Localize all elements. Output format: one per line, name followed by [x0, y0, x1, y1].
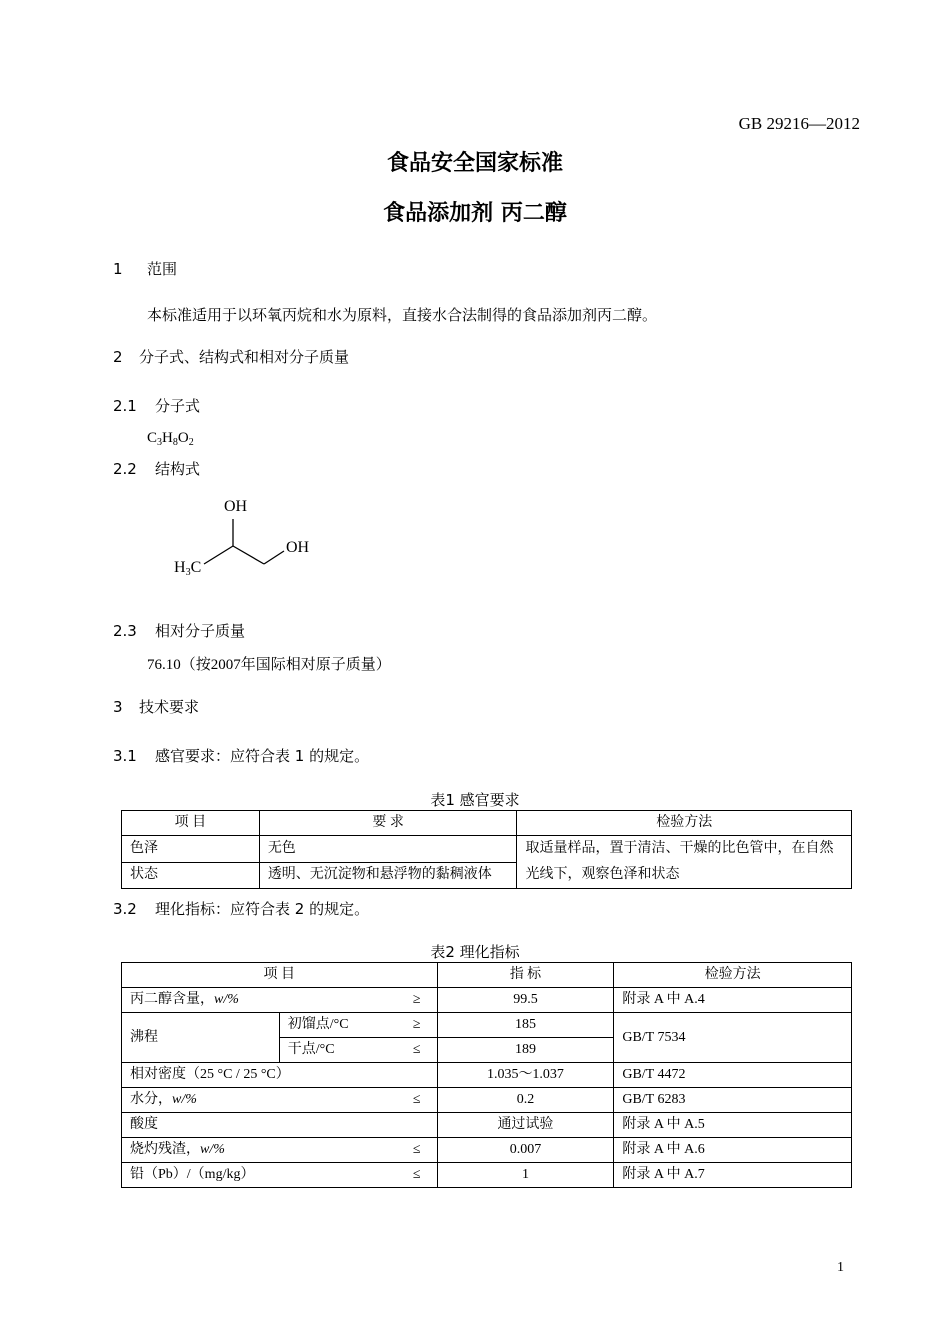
table-row — [122, 1063, 852, 1088]
table-row — [122, 1113, 852, 1138]
cell-item: 铅（Pb）/（mg/kg） ≤ — [122, 1163, 438, 1188]
cell-method: 取适量样品，置于清洁、干燥的比色管中，在自然 光线下，观察色泽和状态 — [517, 836, 852, 889]
bond-oh-right — [264, 551, 284, 564]
table-2-caption: 表2 理化指标 — [430, 943, 520, 961]
section-title: 相对分子质量 — [155, 622, 246, 640]
cell-method: 附录 A 中 A.5 — [614, 1113, 852, 1138]
table-row — [122, 836, 852, 863]
page-number: 1 — [837, 1260, 844, 1275]
section-number: 2.2 — [113, 460, 137, 478]
section-number: 2 — [113, 348, 123, 366]
header-index: 指 标 — [437, 963, 614, 988]
cell-item: 色泽 — [122, 836, 260, 863]
cell-value: 0.2 — [437, 1088, 614, 1113]
cell-value: 189 — [437, 1038, 614, 1063]
table-header-row — [122, 811, 852, 836]
section-1-heading — [113, 258, 177, 279]
header-method: 检验方法 — [517, 811, 852, 836]
table-row — [122, 1163, 852, 1188]
section-number: 2.3 — [113, 622, 137, 640]
section-number: 2.1 — [113, 397, 137, 415]
section-title: 感官要求：应符合表 1 的规定。 — [155, 747, 370, 765]
cell-method: GB/T 6283 — [614, 1088, 852, 1113]
section-2-1-heading — [113, 395, 200, 416]
cell-method: 附录 A 中 A.4 — [614, 988, 852, 1013]
section-3-heading — [113, 696, 199, 717]
cell-method: GB/T 7534 — [614, 1013, 852, 1063]
section-number: 1 — [113, 260, 123, 278]
cell-item: 沸程 — [122, 1013, 280, 1063]
bond-c-c — [233, 546, 264, 564]
cell-value: 通过试验 — [437, 1113, 614, 1138]
cell-value: 0.007 — [437, 1138, 614, 1163]
table-row — [122, 1013, 852, 1038]
section-title: 结构式 — [155, 460, 201, 478]
document-title: 食品安全国家标准 — [386, 151, 563, 176]
header-item: 项 目 — [122, 963, 438, 988]
cell-value: 99.5 — [437, 988, 614, 1013]
table-row — [122, 1088, 852, 1113]
bond-ch3 — [204, 546, 233, 564]
cell-item: 状态 — [122, 862, 260, 889]
section-title: 范围 — [147, 260, 178, 278]
section-3-1-heading — [113, 745, 369, 766]
table-row — [122, 1138, 852, 1163]
header-method: 检验方法 — [614, 963, 852, 988]
cell-subitem: 干点/°C ≤ — [279, 1038, 437, 1063]
table-row — [122, 988, 852, 1013]
cell-method: 附录 A 中 A.7 — [614, 1163, 852, 1188]
document-subtitle: 食品添加剂 丙二醇 — [383, 201, 567, 226]
header-item: 项 目 — [122, 811, 260, 836]
section-title: 技术要求 — [139, 698, 200, 716]
standard-number: GB 29216—2012 — [738, 114, 860, 133]
table-2 — [121, 962, 852, 1188]
cell-item: 烧灼残渣，w/% ≤ — [122, 1138, 438, 1163]
cell-item: 酸度 — [122, 1113, 438, 1138]
label-oh-top: OH — [224, 498, 248, 515]
section-title: 分子式、结构式和相对分子质量 — [139, 348, 350, 366]
label-oh-right: OH — [286, 539, 310, 556]
section-2-2-heading — [113, 458, 200, 479]
cell-value: 1 — [437, 1163, 614, 1188]
table-header-row — [122, 963, 852, 988]
cell-value: 1.035～1.037 — [437, 1063, 614, 1088]
cell-method: GB/T 4472 — [614, 1063, 852, 1088]
structural-formula — [170, 494, 330, 589]
cell-value: 185 — [437, 1013, 614, 1038]
section-3-2-heading — [113, 898, 369, 919]
section-2-3-heading — [113, 620, 245, 641]
table-1-caption: 表1 感官要求 — [430, 791, 520, 809]
cell-requirement: 透明、无沉淀物和悬浮物的黏稠液体 — [259, 862, 517, 889]
cell-method: 附录 A 中 A.6 — [614, 1138, 852, 1163]
section-2-heading — [113, 346, 349, 367]
cell-item: 相对密度（25 °C / 25 °C） — [122, 1063, 438, 1088]
cell-requirement: 无色 — [259, 836, 517, 863]
label-h3c: $H_3C$ — [174, 559, 202, 578]
section-number: 3.2 — [113, 900, 137, 918]
header-requirement: 要 求 — [259, 811, 517, 836]
molecular-formula: $C_3H_8O_2$ — [147, 430, 194, 448]
section-1-text: 本标准适用于以环氧丙烷和水为原料，直接水合法制得的食品添加剂丙二醇。 — [147, 308, 658, 324]
cell-item: 水分，w/% ≤ — [122, 1088, 438, 1113]
table-1 — [121, 810, 852, 889]
section-number: 3.1 — [113, 747, 137, 765]
section-title: 分子式 — [155, 397, 201, 415]
cell-item: 丙二醇含量，w/% ≥ — [122, 988, 438, 1013]
section-number: 3 — [113, 698, 123, 716]
cell-subitem: 初馏点/°C ≥ — [279, 1013, 437, 1038]
section-title: 理化指标：应符合表 2 的规定。 — [155, 900, 370, 918]
molecular-mass: 76.10（按2007年国际相对原子质量） — [147, 657, 391, 673]
